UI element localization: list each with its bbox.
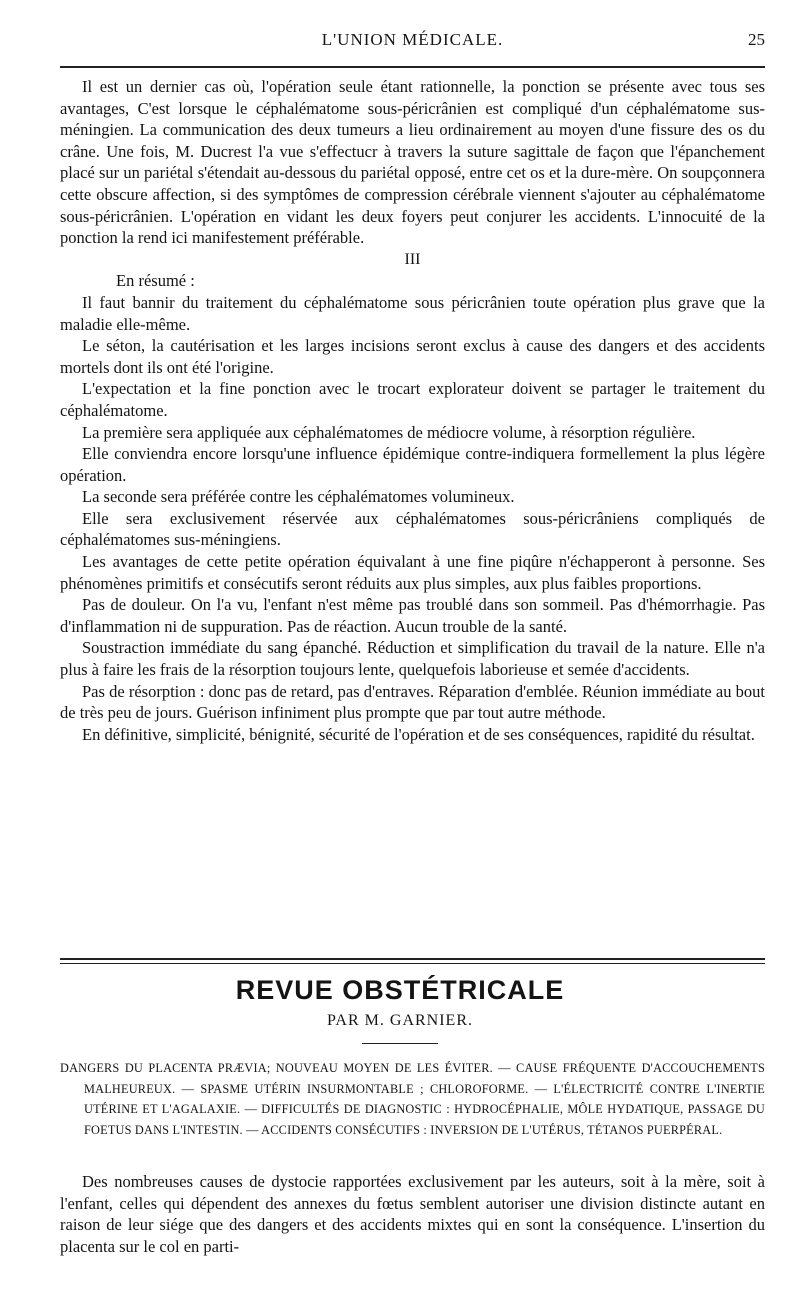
paragraph: Il faut bannir du traitement du céphalématome sous péricrânien toute opération plus grave que la maladie elle-même.: [60, 292, 765, 334]
paragraph: La seconde sera préférée contre les céphalématomes volumineux.: [82, 487, 515, 507]
paragraph: Pas de résorption : donc pas de retard, pas d'entraves. Réparation d'emblée. Réunion immédiate au bout de très peu de jours. Guérison infiniment plus prompte que par tout autre méthode.: [60, 681, 765, 723]
section-divider-rule-thin: [60, 963, 765, 964]
section-divider-rule: [60, 958, 765, 960]
section-numeral: III: [404, 250, 421, 268]
paragraph: L'expectation et la fine ponction avec le trocart explorateur doivent se partager le traitement du céphalématome.: [60, 379, 765, 420]
article-body: [60, 76, 765, 745]
paragraph: Des nombreuses causes de dystocie rapportées exclusivement par les auteurs, soit à la mère, soit à l'enfant, celles qui dépendent des annexes du fœtus semblent autoriser une division distincte autant en raison de leur siége que des dangers et des accidents mixtes qui en sont la conséquence. L'insertion du placenta sur le col en parti-: [60, 1172, 765, 1256]
paragraph: Elle sera exclusivement réservée aux céphalématomes sous-péricrâniens compliqués de céphalématomes sus-méningiens.: [60, 508, 765, 550]
paragraph: En définitive, simplicité, bénignité, sécurité de l'opération et de ses conséquences, rapidité du résultat.: [82, 724, 755, 744]
summary-text: DANGERS DU PLACENTA PRÆVIA; NOUVEAU MOYEN DE LES ÉVITER. — CAUSE FRÉQUENTE D'ACCOUCHEMENTS MALHEUREUX. — SPASME UTÉRIN INSURMONTABLE ; CHLOROFORME. — L'ÉLECTRICITÉ CONTRE L'INERTIE UTÉRINE ET L'AGALAXIE. — DIFFICULTÉS DE DIAGNOSTIC : HYDROCÉPHALIE, MÔLE HYDATIQUE, PASSAGE DU FOETUS DANS L'INTESTIN. — ACCIDENTS CONSÉCUTIFS : INVERSION DE L'UTÉRUS, TÉTANOS PUERPÉRAL.: [60, 1061, 765, 1137]
section-title: REVUE OBSTÉTRICALE: [235, 975, 565, 1005]
page-header: [60, 30, 765, 60]
section-opening: [60, 1171, 765, 1257]
paragraph: Les avantages de cette petite opération équivalant à une fine piqûre n'échapperont à personne. Ses phénomènes primitifs et consécutifs seront réduits aux plus simples, aux plus faibles proportions.: [60, 552, 765, 593]
paragraph: Il est un dernier cas où, l'opération seule étant rationnelle, la ponction se présente avec tous ses avantages, C'est lorsque le céphalématome sous-péricrânien est compliqué d'un céphalématome sus-méningien. La communication des deux tumeurs a lieu ordinairement au moyen d'une fissure des os du crâne. Une fois, M. Ducrest l'a vue s'effectucr à travers la suture sagittale de façon que l'épanchement placé sur un pariétal s'étendait au-dessous du pariétal opposé, entre cet os et la dure-mère. On soupçonnera cette obscure affection, si des symptômes de compression cérébrale viennent s'ajouter au céphalématome sous-péricrânien. L'opération en vidant les deux foyers peut conjurer les accidents. L'innocuité de la ponction la rend ici manifestement préférable.: [60, 77, 765, 248]
paragraph: Soustraction immédiate du sang épanché. Réduction et simplification du travail de la nature. Elle n'a plus à faire les frais de la résorption toujours lente, quelquefois laborieuse et semée d'accidents.: [60, 638, 765, 680]
page-number: 25: [748, 30, 765, 49]
section-author: PAR M. GARNIER.: [327, 1012, 473, 1029]
running-title: L'UNION MÉDICALE.: [321, 30, 504, 49]
summary-heading: En résumé :: [116, 271, 195, 291]
paragraph: Elle conviendra encore lorsqu'une influence épidémique contre-indiquera formellement la plus légère opération.: [60, 444, 765, 485]
header-rule: [60, 66, 765, 68]
author-underline: [362, 1043, 438, 1044]
section-summary: [60, 1058, 765, 1140]
paragraph: La première sera appliquée aux céphalématomes de médiocre volume, à résorption régulière.: [82, 422, 696, 442]
paragraph: Le séton, la cautérisation et les larges incisions seront exclus à cause des dangers et des accidents mortels dont ils ont été l'origine.: [60, 336, 765, 377]
paragraph: Pas de douleur. On l'a vu, l'enfant n'est même pas troublé dans son sommeil. Pas d'hémorrhagie. Pas d'inflammation ni de suppuration. Pas de réaction. Aucun trouble de la santé.: [60, 595, 765, 636]
